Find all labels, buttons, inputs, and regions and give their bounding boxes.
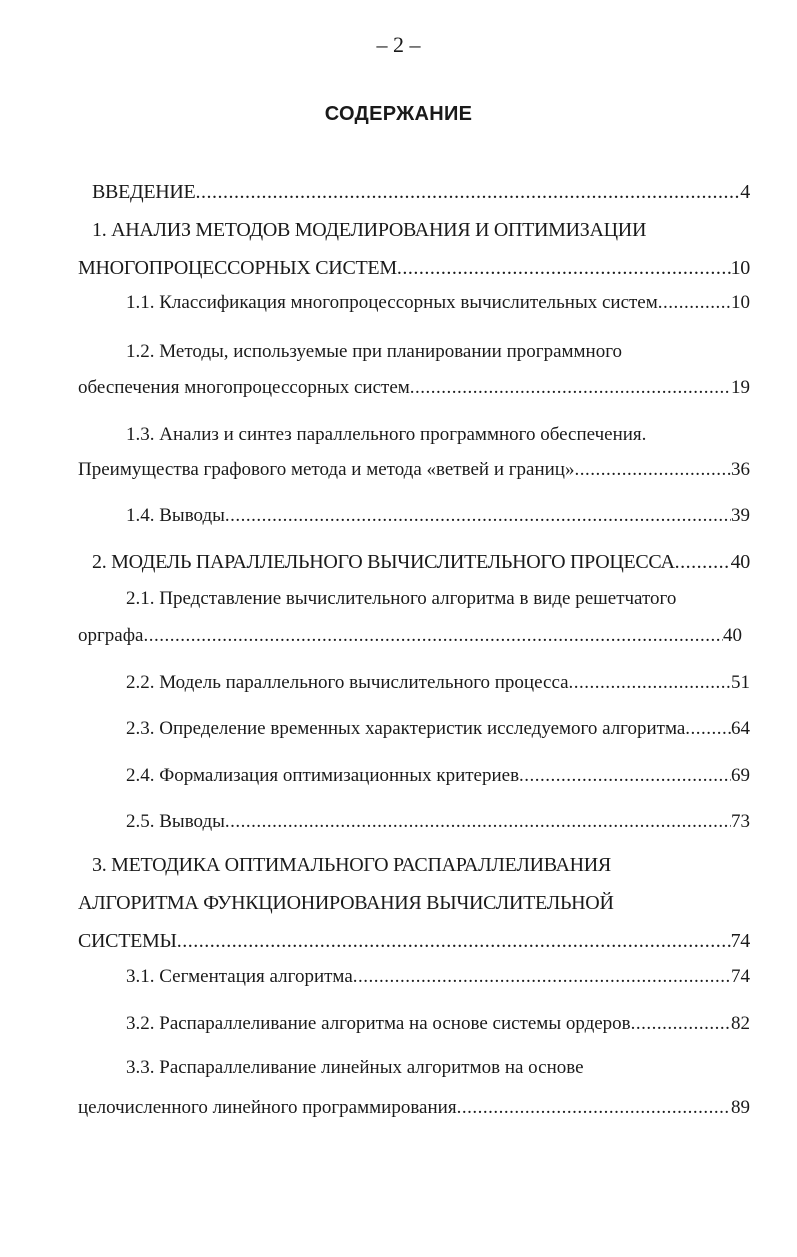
toc-entry-page: 74: [730, 930, 750, 952]
toc-entry-title: 1.1. Классификация многопроцессорных вычислительных систем: [126, 292, 658, 313]
dot-leader: [143, 622, 723, 650]
toc-entry-title: 3.1. Сегментация алгоритма: [126, 966, 353, 987]
toc-heading: СОДЕРЖАНИЕ: [324, 103, 473, 125]
toc-entry-title: 2.4. Формализация оптимизационных критериев: [126, 765, 520, 786]
toc-section-2-1-line1[interactable]: 2.1. Представление вычислительного алгоритма в виде решетчатого: [126, 588, 677, 609]
toc-entry-page: 10: [730, 257, 750, 279]
dot-leader: [574, 456, 731, 484]
toc-chapter-3[interactable]: [78, 927, 750, 955]
toc-entry-page: 36: [731, 459, 750, 480]
toc-entry-page: 64: [731, 718, 750, 739]
toc-entry-title: 2.2. Модель параллельного вычислительного процесса: [126, 672, 569, 693]
dot-leader: [631, 1010, 731, 1038]
toc-entry-title: СИСТЕМЫ: [78, 930, 177, 952]
toc-entry-page: 51: [731, 672, 750, 693]
dot-leader: [658, 289, 731, 317]
toc-entry-page: 74: [731, 966, 750, 987]
toc-entry-title: обеспечения многопроцессорных систем: [78, 377, 410, 398]
toc-entry-page: 4: [740, 181, 750, 203]
toc-section-2-4[interactable]: [126, 762, 750, 790]
toc-section-2-1[interactable]: [78, 622, 742, 650]
toc-entry-intro[interactable]: [92, 178, 750, 206]
page-number: – 2 –: [376, 32, 421, 57]
toc-entry-page: 39: [731, 505, 750, 526]
dot-leader: [675, 548, 731, 576]
toc-chapter-2[interactable]: [92, 548, 750, 576]
dot-leader: [225, 502, 731, 530]
toc-chapter-1-line1[interactable]: 1. АНАЛИЗ МЕТОДОВ МОДЕЛИРОВАНИЯ И ОПТИМИЗАЦИИ: [92, 219, 647, 241]
dot-leader: [353, 963, 731, 991]
toc-section-1-3[interactable]: [78, 456, 750, 484]
toc-entry-title: 2.3. Определение временных характеристик исследуемого алгоритма: [126, 718, 686, 739]
toc-section-1-2[interactable]: [78, 374, 750, 402]
dot-leader: [410, 374, 731, 402]
toc-section-3-3-line1[interactable]: 3.3. Распараллеливание линейных алгоритмов на основе: [126, 1057, 584, 1078]
toc-entry-title: 2. МОДЕЛЬ ПАРАЛЛЕЛЬНОГО ВЫЧИСЛИТЕЛЬНОГО ПРОЦЕССА: [92, 551, 675, 573]
toc-chapter-3-line2[interactable]: АЛГОРИТМА ФУНКЦИОНИРОВАНИЯ ВЫЧИСЛИТЕЛЬНОЙ: [78, 892, 614, 914]
toc-section-2-2[interactable]: [126, 669, 750, 697]
toc-entry-page: 19: [731, 377, 750, 398]
toc-entry-title: ВВЕДЕНИЕ: [92, 181, 196, 203]
toc-section-2-3[interactable]: [126, 715, 750, 743]
toc-entry-page: 40: [730, 551, 750, 573]
dot-leader: [685, 715, 731, 743]
toc-section-3-1[interactable]: [126, 963, 750, 991]
toc-entry-title: 2.5. Выводы: [126, 811, 225, 832]
toc-section-3-2[interactable]: [126, 1010, 750, 1038]
toc-section-1-2-line1[interactable]: 1.2. Методы, используемые при планировании программного: [126, 341, 623, 362]
toc-entry-title: целочисленного линейного программирования: [78, 1097, 457, 1118]
toc-chapter-3-line1[interactable]: 3. МЕТОДИКА ОПТИМАЛЬНОГО РАСПАРАЛЛЕЛИВАНИЯ: [92, 854, 611, 876]
toc-section-2-5[interactable]: [126, 808, 750, 836]
toc-entry-page: 40: [723, 625, 742, 646]
toc-section-3-3[interactable]: [78, 1094, 750, 1122]
dot-leader: [519, 762, 731, 790]
toc-entry-title: Преимущества графового метода и метода «ветвей и границ»: [78, 459, 575, 480]
toc-section-1-1[interactable]: [126, 289, 750, 317]
dot-leader: [569, 669, 731, 697]
dot-leader: [225, 808, 731, 836]
toc-chapter-1[interactable]: [78, 254, 750, 282]
toc-entry-page: 89: [731, 1097, 750, 1118]
toc-entry-page: 82: [731, 1013, 750, 1034]
toc-entry-page: 73: [731, 811, 750, 832]
toc-section-1-4[interactable]: [126, 502, 750, 530]
toc-entry-page: 69: [731, 765, 750, 786]
dot-leader: [397, 254, 731, 282]
toc-entry-title: МНОГОПРОЦЕССОРНЫХ СИСТЕМ: [78, 257, 397, 279]
dot-leader: [195, 178, 740, 206]
toc-entry-title: 1.4. Выводы: [126, 505, 225, 526]
toc-entry-title: орграфа: [78, 625, 144, 646]
dot-leader: [457, 1094, 731, 1122]
dot-leader: [177, 927, 731, 955]
toc-section-1-3-line1[interactable]: 1.3. Анализ и синтез параллельного программного обеспечения.: [126, 424, 647, 445]
toc-entry-title: 3.2. Распараллеливание алгоритма на основе системы ордеров: [126, 1013, 631, 1034]
toc-entry-page: 10: [731, 292, 750, 313]
